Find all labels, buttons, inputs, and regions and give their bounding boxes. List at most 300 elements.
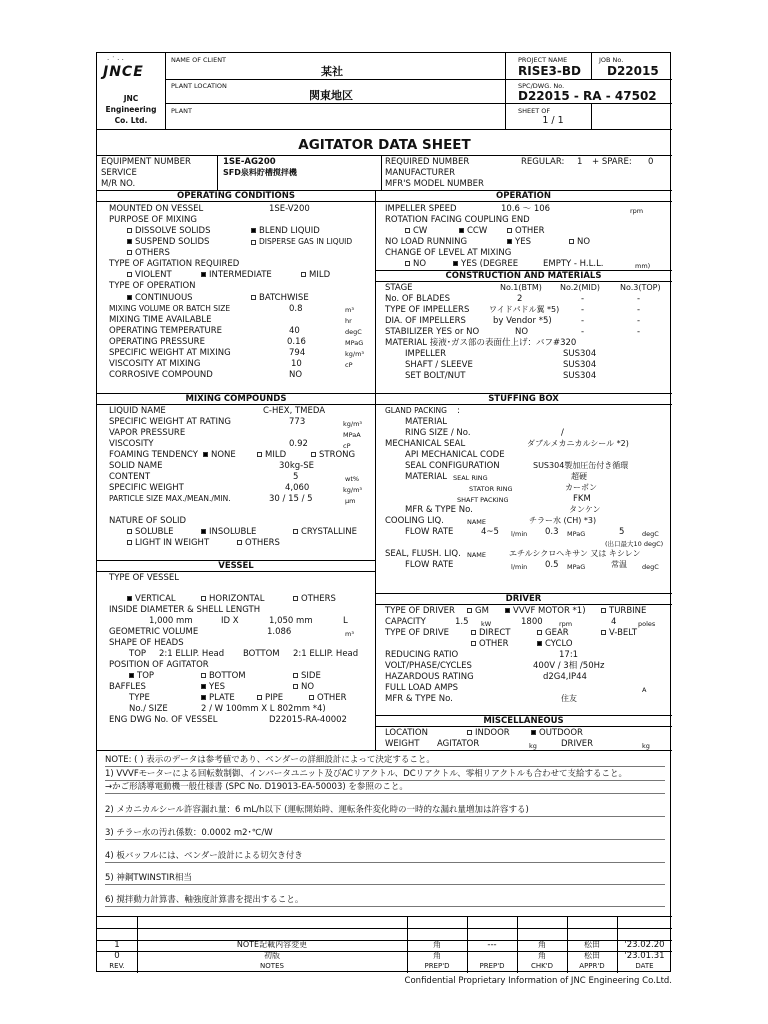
impeller-dia: by Vendor *5) bbox=[493, 316, 552, 326]
insoluble-label: INSOLUBLE bbox=[209, 527, 257, 537]
stuffing-box-header: STUFFING BOX bbox=[488, 394, 559, 404]
rev-notes: 初版 bbox=[264, 951, 280, 960]
stabilizer-label: STABILIZER YES or NO bbox=[385, 327, 480, 337]
bolt-material-label: SET BOLT/NUT bbox=[405, 371, 466, 381]
ring-size-label: RING SIZE / No. bbox=[405, 428, 471, 438]
note-header: NOTE: ( ) 表示のデータは参考値であり、ベンダーの詳細設計によって決定すること。 bbox=[105, 755, 435, 765]
blend-label: BLEND LIQUID bbox=[259, 226, 320, 236]
volt: 400V / 3相 /50Hz bbox=[533, 661, 605, 671]
stage-label: STAGE bbox=[385, 283, 413, 293]
flush-temp-unit: degC bbox=[642, 563, 659, 571]
vessel-type-label: TYPE OF VESSEL bbox=[109, 573, 179, 583]
weight-label: WEIGHT bbox=[385, 739, 420, 749]
operating-pressure-unit: MPaG bbox=[345, 339, 364, 347]
operation-header: OPERATION bbox=[495, 191, 552, 201]
rev-number: 0 bbox=[114, 951, 120, 961]
construction-materials-header: CONSTRUCTION AND MATERIALS bbox=[445, 271, 602, 281]
required-number-label: REQUIRED NUMBER bbox=[385, 157, 470, 167]
shell-length-unit: L bbox=[343, 616, 348, 626]
particle-size: 30 / 15 / 5 bbox=[269, 494, 313, 504]
seal-ring-label: SEAL RING bbox=[453, 474, 488, 482]
crystalline-label: CRYSTALLINE bbox=[301, 527, 357, 537]
horizontal-checkbox[interactable] bbox=[201, 596, 206, 601]
baffles-no-label: NO bbox=[301, 682, 315, 692]
gland-packing-label: GLAND PACKING bbox=[385, 406, 447, 415]
continuous-checkbox[interactable] bbox=[127, 295, 132, 300]
logo-line1: JNC bbox=[123, 94, 139, 103]
shaft-material-label: SHAFT / SLEEVE bbox=[405, 360, 473, 370]
flush-pressure: 0.5 bbox=[545, 560, 559, 570]
operating-temperature: 40 bbox=[289, 326, 300, 336]
impeller-dia-mid: - bbox=[581, 316, 585, 326]
gear-checkbox[interactable] bbox=[537, 630, 542, 635]
solid-specific-weight-label: SPECIFIC WEIGHT bbox=[109, 483, 184, 493]
date-header: DATE bbox=[635, 962, 654, 970]
vessel-header: VESSEL bbox=[218, 561, 254, 571]
heads-shape-label: SHAPE OF HEADS bbox=[109, 638, 184, 648]
gland-material-label: MATERIAL bbox=[405, 417, 448, 427]
foam-mild-checkbox[interactable] bbox=[257, 452, 262, 457]
ring-size: / bbox=[561, 428, 564, 438]
foaming-label: FOAMING TENDENCY bbox=[109, 450, 198, 460]
content-unit: wt% bbox=[345, 475, 360, 483]
rev-appr: 松田 bbox=[584, 951, 600, 960]
no-load-no-checkbox[interactable] bbox=[569, 239, 574, 244]
rotation-label: ROTATION FACING COUPLING END bbox=[385, 215, 530, 225]
manufacturer-label: MANUFACTURER bbox=[385, 168, 456, 178]
shaft-packing-label: SHAFT PACKING bbox=[457, 496, 509, 504]
location-label: LOCATION bbox=[385, 728, 428, 738]
blades-label: No. OF BLADES bbox=[385, 294, 450, 304]
light-checkbox[interactable] bbox=[127, 540, 132, 545]
job-no-label: JOB No. bbox=[599, 56, 624, 64]
volt-label: VOLT/PHASE/CYCLES bbox=[385, 661, 472, 671]
impeller-type-top: - bbox=[637, 305, 641, 315]
hazardous-rating-label: HAZARDOUS RATING bbox=[385, 672, 474, 682]
content: 5 bbox=[293, 472, 299, 482]
specific-weight-rating-unit: kg/m³ bbox=[343, 420, 363, 428]
chk-header: CHK'D bbox=[530, 962, 554, 970]
ccw-label: CCW bbox=[467, 226, 488, 236]
pipe-checkbox[interactable] bbox=[257, 695, 262, 700]
mixing-volume-label: MIXING VOLUME OR BATCH SIZE bbox=[109, 304, 231, 313]
foam-mild-label: MILD bbox=[265, 450, 287, 460]
cyclo-label: CYCLO bbox=[545, 639, 573, 649]
operating-pressure: 0.16 bbox=[287, 337, 306, 347]
geometric-volume-label: GEOMETRIC VOLUME bbox=[109, 627, 199, 637]
blades-mid: - bbox=[581, 294, 585, 304]
foam-none-label: NONE bbox=[211, 450, 236, 460]
indoor-checkbox[interactable] bbox=[467, 730, 472, 735]
vertical-checkbox[interactable] bbox=[127, 596, 132, 601]
agitation-type-label: TYPE OF AGITATION REQUIRED bbox=[109, 259, 240, 269]
pos-top-label: TOP bbox=[137, 671, 155, 681]
operating-temperature-unit: degC bbox=[345, 328, 362, 336]
mild-agitation-checkbox[interactable] bbox=[301, 272, 306, 277]
rev-number: 1 bbox=[114, 940, 120, 950]
direct-checkbox[interactable] bbox=[471, 630, 476, 635]
drive-type-label: TYPE OF DRIVE bbox=[385, 628, 450, 638]
rev-date: '23.01.31 bbox=[624, 951, 665, 961]
impeller-speed-unit: rpm bbox=[630, 207, 644, 215]
notes-header: NOTES bbox=[260, 962, 284, 970]
sheet-label: SHEET OF bbox=[518, 107, 551, 115]
outdoor-label: OUTDOOR bbox=[539, 728, 583, 738]
vessel-others-label: OTHERS bbox=[301, 594, 336, 604]
seal-mfr: タンケン bbox=[569, 505, 601, 514]
blades-btm: 2 bbox=[517, 294, 523, 304]
rev-date: '23.02.20 bbox=[624, 940, 665, 950]
cw-label: CW bbox=[413, 226, 428, 236]
particle-size-unit: μm bbox=[345, 497, 356, 505]
disperse-label: DISPERSE GAS IN LIQUID bbox=[259, 237, 353, 246]
drive-other-label: OTHER bbox=[479, 639, 509, 649]
note-3: 3) チラー水の汚れ係数：0.0002 m2･℃/W bbox=[105, 828, 273, 838]
outdoor-checkbox[interactable] bbox=[531, 730, 536, 735]
capacity: 1.5 bbox=[455, 617, 469, 627]
plant-location-label: PLANT LOCATION bbox=[171, 82, 227, 90]
level-yes-label: YES (DEGREE bbox=[461, 259, 519, 269]
flush-liq-label: SEAL, FLUSH. LIQ. bbox=[385, 549, 461, 559]
rotation-other-checkbox[interactable] bbox=[507, 228, 512, 233]
flush-temp: 常温 bbox=[611, 560, 627, 569]
top-head-label: TOP bbox=[129, 649, 147, 659]
level-no-checkbox[interactable] bbox=[405, 261, 410, 266]
flush-flow-unit: l/min bbox=[511, 563, 528, 571]
vessel-others-checkbox[interactable] bbox=[293, 596, 298, 601]
bolt-material: SUS304 bbox=[563, 371, 597, 381]
dissolve-label: DISSOLVE SOLIDS bbox=[135, 226, 211, 236]
specific-weight-mixing-label: SPECIFIC WEIGHT AT MIXING bbox=[109, 348, 231, 358]
note-4: 4) 板バッフルには、ベンダー設計による切欠き付き bbox=[105, 851, 303, 861]
level-degree: EMPTY - H.L.L. bbox=[543, 259, 604, 269]
cyclo-checkbox[interactable] bbox=[537, 641, 542, 646]
note-6: 6) 撹拌動力計算書、軸強度計算書を提出すること。 bbox=[105, 895, 304, 905]
corrosive-compound: NO bbox=[289, 370, 303, 380]
data-sheet bbox=[96, 52, 671, 972]
geometric-volume-unit: m³ bbox=[345, 630, 354, 638]
mounted-on-vessel-label: MOUNTED ON VESSEL bbox=[109, 204, 204, 214]
rev-chk: 角 bbox=[538, 940, 546, 949]
cooling-temp-unit: degC bbox=[642, 530, 659, 538]
purpose-label: PURPOSE OF MIXING bbox=[109, 215, 197, 225]
indoor-label: INDOOR bbox=[475, 728, 510, 738]
disperse-checkbox[interactable] bbox=[251, 240, 256, 245]
seal-configuration: SUS304製加圧缶付き循環 bbox=[533, 461, 629, 470]
rev-prep: 角 bbox=[433, 951, 441, 960]
batchwise-checkbox[interactable] bbox=[251, 295, 256, 300]
pos-bottom-checkbox[interactable] bbox=[201, 673, 206, 678]
impeller-speed: 10.6 ～ 106 bbox=[501, 204, 551, 214]
operating-conditions-header: OPERATING CONDITIONS bbox=[177, 191, 295, 201]
cw-checkbox[interactable] bbox=[405, 228, 410, 233]
confidential-footer: Confidential Proprietary Information of JNC Engineering Co.Ltd. bbox=[404, 976, 672, 986]
driver-mfr-label: MFR & TYPE No. bbox=[385, 694, 453, 704]
cooling-outlet-note: (出口最大10 degC) bbox=[605, 540, 664, 548]
vbelt-checkbox[interactable] bbox=[601, 630, 606, 635]
project-name: RISE3-BD bbox=[518, 64, 581, 78]
shaft-packing: FKM bbox=[573, 494, 591, 504]
baffles-no-checkbox[interactable] bbox=[293, 684, 298, 689]
vessel-dwg-label: ENG DWG No. OF VESSEL bbox=[109, 715, 218, 725]
reducing-ratio-label: REDUCING RATIO bbox=[385, 650, 459, 660]
equipment-number: 1SE-AG200 bbox=[223, 157, 276, 167]
content-label: CONTENT bbox=[109, 472, 151, 482]
mixing-volume: 0.8 bbox=[289, 304, 303, 314]
particle-size-label: PARTICLE SIZE MAX./MEAN./MIN. bbox=[109, 494, 231, 503]
viscosity-mixing: 10 bbox=[291, 359, 302, 369]
no-load-running-label: NO LOAD RUNNING bbox=[385, 237, 468, 247]
turbine-label: TURBINE bbox=[609, 606, 647, 616]
viscosity-mixing-unit: cP bbox=[345, 361, 353, 369]
bottom-head: 2:1 ELLIP. Head bbox=[293, 649, 359, 659]
baffles-yes-checkbox[interactable] bbox=[201, 684, 206, 689]
level-unit: mm) bbox=[635, 262, 651, 270]
baffle-other-label: OTHER bbox=[317, 693, 347, 703]
cooling-temp: 5 bbox=[619, 527, 625, 537]
plate-label: PLATE bbox=[209, 693, 235, 703]
pos-top-checkbox[interactable] bbox=[129, 673, 134, 678]
impeller-speed-label: IMPELLER SPEED bbox=[385, 204, 457, 214]
gm-checkbox[interactable] bbox=[467, 608, 472, 613]
capacity-unit: kW bbox=[481, 620, 492, 628]
weight-driver-unit: kg bbox=[642, 742, 650, 750]
inside-diameter: 1,000 mm bbox=[149, 616, 193, 626]
blend-checkbox[interactable] bbox=[251, 228, 256, 233]
weight-agitator-unit: kg bbox=[529, 742, 537, 750]
note-5: 5) 神鋼TWINSTIR相当 bbox=[105, 873, 192, 883]
impeller-type-mid: - bbox=[581, 305, 585, 315]
cooling-flow-label: FLOW RATE bbox=[405, 527, 454, 537]
liquid-name-label: LIQUID NAME bbox=[109, 406, 166, 416]
logo-line2: Engineering bbox=[105, 105, 157, 114]
violent-label: VIOLENT bbox=[135, 270, 172, 280]
rotation-other-label: OTHER bbox=[515, 226, 545, 236]
intermediate-checkbox[interactable] bbox=[201, 272, 206, 277]
full-load-amps-label: FULL LOAD AMPS bbox=[385, 683, 458, 693]
impeller-dia-label: DIA. OF IMPELLERS bbox=[385, 316, 466, 326]
regular-count: 1 bbox=[577, 157, 583, 167]
impeller-dia-top: - bbox=[637, 316, 641, 326]
seal-ring: 超硬 bbox=[571, 472, 587, 481]
foam-strong-checkbox[interactable] bbox=[311, 452, 316, 457]
note-1-ref: →かご形誘導電動機一般仕様書 (SPC No. D19013-EA-50003) を参照のこと。 bbox=[105, 782, 408, 792]
material-label: MATERIAL 接液･ガス部の表面仕上げ：バフ#320 bbox=[385, 338, 577, 348]
stage-top: No.3(TOP) bbox=[620, 283, 661, 292]
solid-others-checkbox[interactable] bbox=[237, 540, 242, 545]
baffle-size: 2 / W 100mm X L 802mm *4) bbox=[201, 704, 326, 714]
stator-ring-label: STATOR RING bbox=[469, 485, 513, 493]
suspend-checkbox[interactable] bbox=[127, 239, 132, 244]
plate-checkbox[interactable] bbox=[201, 695, 206, 700]
cooling-liquid: チラー水 (CH) *3) bbox=[529, 516, 597, 525]
suspend-label: SUSPEND SOLIDS bbox=[135, 237, 210, 247]
baffles-label: BAFFLES bbox=[109, 682, 146, 692]
no-load-yes-checkbox[interactable] bbox=[507, 239, 512, 244]
poles-unit: poles bbox=[638, 620, 656, 628]
equipment-number-label: EQUIPMENT NUMBER bbox=[101, 157, 191, 167]
cooling-flow-unit: l/min bbox=[511, 530, 528, 538]
baffle-type-label: TYPE bbox=[129, 693, 150, 703]
rev-notes: NOTE記載内容変更 bbox=[236, 940, 308, 949]
flush-flow-label: FLOW RATE bbox=[405, 560, 454, 570]
reducing-ratio: 17:1 bbox=[559, 650, 579, 660]
service-label: SERVICE bbox=[101, 168, 137, 178]
seal-configuration-label: SEAL CONFIGURATION bbox=[405, 461, 500, 471]
cooling-flow: 4~5 bbox=[481, 527, 499, 537]
specific-weight-mixing-unit: kg/m³ bbox=[345, 350, 365, 358]
vessel-dwg: D22015-RA-40002 bbox=[269, 715, 347, 725]
spare-count: 0 bbox=[648, 157, 654, 167]
api-code-label: API MECHANICAL CODE bbox=[405, 450, 505, 460]
vapor-pressure-label: VAPOR PRESSURE bbox=[109, 428, 186, 438]
mechanical-seal-label: MECHANICAL SEAL bbox=[385, 439, 466, 449]
sheet-title: AGITATOR DATA SHEET bbox=[298, 137, 471, 153]
nature-of-solid-label: NATURE OF SOLID bbox=[109, 516, 187, 526]
flush-name-label: NAME bbox=[467, 551, 487, 559]
solid-others-label: OTHERS bbox=[245, 538, 280, 548]
model-number-label: MFR'S MODEL NUMBER bbox=[385, 179, 484, 189]
full-load-amps-unit: A bbox=[642, 686, 647, 694]
client-label: NAME OF CLIENT bbox=[171, 56, 227, 64]
operation-type-label: TYPE OF OPERATION bbox=[109, 281, 196, 291]
flush-liquid: エチルシクロヘキサン 又は キシレン bbox=[509, 549, 641, 558]
prepd-header: PREP'D bbox=[479, 962, 505, 970]
sheet-of: 1 / 1 bbox=[542, 115, 564, 126]
plant-label: PLANT bbox=[171, 107, 192, 115]
seal-material-label: MATERIAL bbox=[405, 472, 448, 482]
no-load-no-label: NO bbox=[577, 237, 591, 247]
stabilizer: NO bbox=[515, 327, 529, 337]
cooling-liq-label: COOLING LIQ. bbox=[385, 516, 444, 526]
pos-side-label: SIDE bbox=[301, 671, 321, 681]
vvvf-checkbox[interactable] bbox=[505, 608, 510, 613]
liquid-name: C-HEX, TMEDA bbox=[263, 406, 326, 416]
mixing-volume-unit: m³ bbox=[345, 306, 354, 314]
change-of-level-label: CHANGE OF LEVEL AT MIXING bbox=[385, 248, 512, 258]
gear-label: GEAR bbox=[545, 628, 569, 638]
ccw-checkbox[interactable] bbox=[459, 228, 464, 233]
solid-specific-weight: 4,060 bbox=[285, 483, 310, 493]
dissolve-checkbox[interactable] bbox=[127, 228, 132, 233]
plant-location: 関東地区 bbox=[309, 89, 353, 102]
driver-header: DRIVER bbox=[505, 594, 542, 604]
viscosity-label: VISCOSITY bbox=[109, 439, 154, 449]
impeller-material: SUS304 bbox=[563, 349, 597, 359]
solid-name: 30kg-SE bbox=[279, 461, 314, 471]
intermediate-label: INTERMEDIATE bbox=[209, 270, 272, 280]
note-1: 1) VVVFモーターによる回転数制御、インバータユニット及びACリアクトル、DCリアクトル、零相リアクトルも合わせて支給すること。 bbox=[105, 769, 627, 779]
mechanical-seal: ダブルメカニカルシール *2) bbox=[527, 439, 629, 448]
level-yes-checkbox[interactable] bbox=[453, 261, 458, 266]
violent-checkbox[interactable] bbox=[127, 272, 132, 277]
horizontal-label: HORIZONTAL bbox=[209, 594, 265, 604]
poles: 4 bbox=[611, 617, 617, 627]
cooling-pressure: 0.3 bbox=[545, 527, 559, 537]
drive-other-checkbox[interactable] bbox=[471, 641, 476, 646]
vertical-label: VERTICAL bbox=[135, 594, 176, 604]
purpose-others-label: OTHERS bbox=[135, 248, 170, 258]
purpose-others-checkbox[interactable] bbox=[127, 250, 132, 255]
regular-label: REGULAR: bbox=[521, 157, 565, 167]
vbelt-label: V-BELT bbox=[609, 628, 638, 638]
mixing-compounds-header: MIXING COMPOUNDS bbox=[185, 394, 287, 404]
continuous-label: CONTINUOUS bbox=[135, 293, 193, 303]
id-x: ID X bbox=[221, 616, 239, 626]
job-no: D22015 bbox=[607, 64, 659, 78]
logo-mark: JNCE bbox=[103, 64, 144, 80]
inside-diameter-label: INSIDE DIAMETER & SHELL LENGTH bbox=[109, 605, 261, 615]
geometric-volume: 1.086 bbox=[267, 627, 292, 637]
crystalline-checkbox[interactable] bbox=[293, 529, 298, 534]
solid-specific-weight-unit: kg/m³ bbox=[343, 486, 363, 494]
spare-label: + SPARE: bbox=[592, 157, 632, 167]
agitator-position-label: POSITION OF AGITATOR bbox=[109, 660, 209, 670]
shaft-material: SUS304 bbox=[563, 360, 597, 370]
batchwise-label: BATCHWISE bbox=[259, 293, 309, 303]
mounted-on-vessel: 1SE-V200 bbox=[269, 204, 310, 214]
soluble-label: SOLUBLE bbox=[135, 527, 174, 537]
viscosity-mixing-label: VISCOSITY AT MIXING bbox=[109, 359, 201, 369]
seal-mfr-label: MFR & TYPE No. bbox=[405, 505, 473, 515]
vvvf-label: VVVF MOTOR *1) bbox=[513, 606, 586, 616]
baffle-other-checkbox[interactable] bbox=[309, 695, 314, 700]
soluble-checkbox[interactable] bbox=[127, 529, 132, 534]
rev-prepd: --- bbox=[487, 940, 497, 950]
project-name-label: PROJECT NAME bbox=[518, 56, 568, 64]
light-label: LIGHT IN WEIGHT bbox=[135, 538, 210, 548]
spc-dwg-label: SPC/DWG. No. bbox=[518, 82, 565, 90]
logo-dots: · ˙ · · bbox=[107, 56, 124, 64]
mr-no-label: M/R NO. bbox=[101, 179, 136, 189]
rev-appr: 松田 bbox=[584, 940, 600, 949]
impeller-material-label: IMPELLER bbox=[405, 349, 447, 359]
level-no-label: NO bbox=[413, 259, 427, 269]
gm-label: GM bbox=[475, 606, 489, 616]
pos-side-checkbox[interactable] bbox=[293, 673, 298, 678]
corrosive-compound-label: CORROSIVE COMPOUND bbox=[109, 370, 213, 380]
driver-type-label: TYPE OF DRIVER bbox=[385, 606, 455, 616]
rev-header: REV. bbox=[109, 962, 125, 970]
bottom-head-label: BOTTOM bbox=[243, 649, 280, 659]
miscellaneous-header: MISCELLANEOUS bbox=[483, 716, 564, 726]
impeller-type-label: TYPE OF IMPELLERS bbox=[385, 305, 470, 315]
baffles-yes-label: YES bbox=[209, 682, 225, 692]
pos-bottom-label: BOTTOM bbox=[209, 671, 246, 681]
logo-line3: Co. Ltd. bbox=[114, 116, 148, 125]
appr-header: APPR'D bbox=[579, 962, 605, 970]
foam-strong-label: STRONG bbox=[319, 450, 356, 460]
stator-ring: カーボン bbox=[565, 483, 597, 492]
stabilizer-mid: - bbox=[581, 327, 585, 337]
stage-btm: No.1(BTM) bbox=[500, 283, 542, 292]
driver-mfr: 住友 bbox=[561, 694, 577, 703]
turbine-checkbox[interactable] bbox=[601, 608, 606, 613]
motor-rpm: 1800 bbox=[521, 617, 543, 627]
service: SFD泉料貯槽撹拌機 bbox=[223, 168, 297, 177]
weight-agitator-label: AGITATOR bbox=[437, 739, 480, 749]
flush-pressure-unit: MPaG bbox=[567, 563, 586, 571]
baffle-size-label: No./ SIZE bbox=[129, 704, 168, 714]
foam-none-checkbox[interactable] bbox=[203, 452, 208, 457]
specific-weight-mixing: 794 bbox=[289, 348, 306, 358]
gland-colon: : bbox=[457, 406, 460, 416]
top-head: 2:1 ELLIP. Head bbox=[159, 649, 225, 659]
operating-pressure-label: OPERATING PRESSURE bbox=[109, 337, 205, 347]
insoluble-checkbox[interactable] bbox=[201, 529, 206, 534]
blades-top: - bbox=[637, 294, 641, 304]
mild-agitation-label: MILD bbox=[309, 270, 331, 280]
